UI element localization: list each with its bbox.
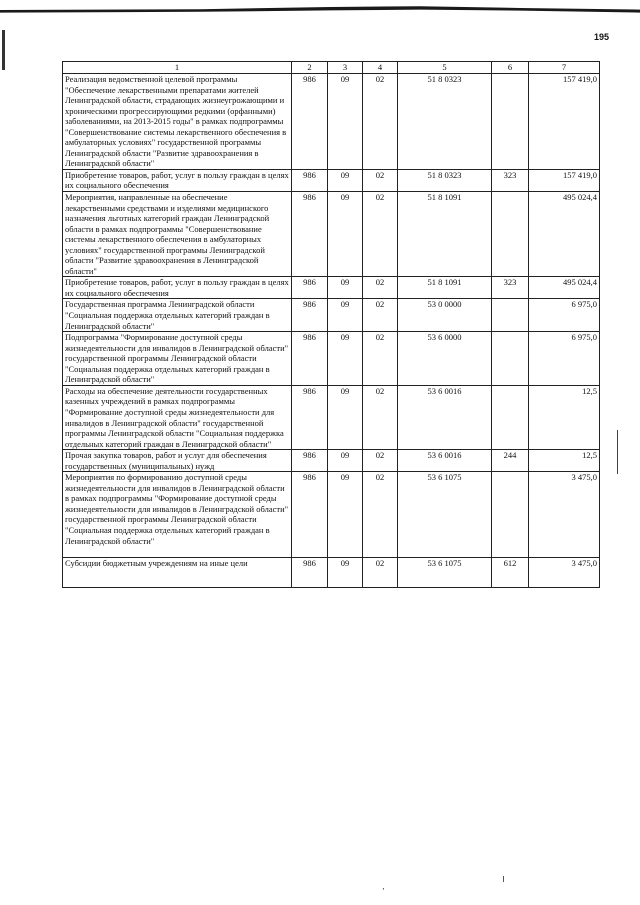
cell-section: 09 (328, 192, 363, 277)
cell-subsection: 02 (363, 277, 398, 299)
cell-ministry-code: 986 (292, 472, 328, 558)
cell-subsection: 02 (363, 385, 398, 449)
budget-table (62, 61, 600, 588)
cell-ministry-code: 986 (292, 192, 328, 277)
cell-target-article: 53 0 0000 (398, 299, 492, 332)
cell-amount: 157 419,0 (529, 74, 600, 170)
cell-section: 09 (328, 385, 363, 449)
cell-section: 09 (328, 169, 363, 191)
table-row (63, 450, 600, 472)
cell-ministry-code: 986 (292, 277, 328, 299)
cell-expense-type (492, 472, 529, 558)
table-row (63, 192, 600, 277)
cell-expense-type (492, 74, 529, 170)
cell-subsection: 02 (363, 299, 398, 332)
table-row (63, 472, 600, 558)
cell-target-article: 53 6 0016 (398, 450, 492, 472)
cell-subsection: 02 (363, 450, 398, 472)
cell-target-article: 51 8 0323 (398, 74, 492, 170)
cell-amount: 157 419,0 (529, 169, 600, 191)
col-header-5: 5 (398, 62, 492, 74)
cell-target-article: 53 6 0000 (398, 332, 492, 386)
cell-subsection: 02 (363, 472, 398, 558)
row-name: Прочая закупка товаров, работ и услуг для обеспечения государственных (муниципальных) нужд (63, 450, 292, 472)
table-header-row (63, 62, 600, 74)
cell-expense-type: 323 (492, 277, 529, 299)
row-name: Приобретение товаров, работ, услуг в пользу граждан в целях их социального обеспечения (63, 277, 292, 299)
cell-amount: 3 475,0 (529, 558, 600, 588)
cell-expense-type (492, 192, 529, 277)
cell-section: 09 (328, 74, 363, 170)
cell-ministry-code: 986 (292, 332, 328, 386)
cell-subsection: 02 (363, 558, 398, 588)
cell-ministry-code: 986 (292, 74, 328, 170)
row-name: Реализация ведомственной целевой программы "Обеспечение лекарственными препаратами жителей Ленинградской области, страдающих жизнеугрожающими и хроническими прогрессирующими редкими (орфанными) заболеваниями, на 2013-2015 годы" в рамках подпрограммы "Совершенствование системы лекарственного обеспечения в амбулаторных условиях" государственной программы Ленинградской области "Развитие здравоохранения в Ленинградской области" (63, 74, 292, 170)
cell-ministry-code: 986 (292, 169, 328, 191)
cell-amount: 495 024,4 (529, 277, 600, 299)
table-row (63, 299, 600, 332)
cell-expense-type: 244 (492, 450, 529, 472)
cell-target-article: 53 6 1075 (398, 558, 492, 588)
table-row (63, 169, 600, 191)
scan-speck: ‚ (382, 882, 385, 891)
col-header-4: 4 (363, 62, 398, 74)
row-name: Подпрограмма "Формирование доступной среды жизнедеятельности для инвалидов в Ленинградской области" государственной программы Ленинградской области "Социальная поддержка отдельных категорий граждан в Ленинградской области" (63, 332, 292, 386)
table-row (63, 558, 600, 588)
cell-amount: 6 975,0 (529, 299, 600, 332)
col-header-3: 3 (328, 62, 363, 74)
scan-speck-mark (503, 876, 504, 882)
cell-expense-type: 323 (492, 169, 529, 191)
cell-ministry-code: 986 (292, 385, 328, 449)
page-number: 195 (594, 32, 610, 42)
cell-target-article: 51 8 1091 (398, 192, 492, 277)
row-name: Субсидии бюджетным учреждениям на иные цели (63, 558, 292, 588)
cell-section: 09 (328, 472, 363, 558)
cell-target-article: 53 6 0016 (398, 385, 492, 449)
col-header-7: 7 (529, 62, 600, 74)
top-scan-rule (0, 4, 640, 14)
cell-section: 09 (328, 332, 363, 386)
col-header-2: 2 (292, 62, 328, 74)
col-header-1: 1 (63, 62, 292, 74)
col-header-6: 6 (492, 62, 529, 74)
cell-expense-type (492, 299, 529, 332)
row-name: Расходы на обеспечение деятельности государственных казенных учреждений в рамках подпрограммы "Формирование доступной среды жизнедеятельности для инвалидов в Ленинградской области" государственной программы Ленинградской области "Социальная поддержка отдельных категорий граждан в Ленинградской области" (63, 385, 292, 449)
cell-expense-type: 612 (492, 558, 529, 588)
cell-target-article: 51 8 1091 (398, 277, 492, 299)
cell-subsection: 02 (363, 332, 398, 386)
cell-section: 09 (328, 450, 363, 472)
cell-ministry-code: 986 (292, 450, 328, 472)
cell-ministry-code: 986 (292, 299, 328, 332)
row-name: Приобретение товаров, работ, услуг в пользу граждан в целях их социального обеспечения (63, 169, 292, 191)
cell-expense-type (492, 385, 529, 449)
cell-ministry-code: 986 (292, 558, 328, 588)
row-name: Мероприятия по формированию доступной среды жизнедеятельности для инвалидов в Ленинградской области в рамках подпрограммы "Формирование доступной среды жизнедеятельности для инвалидов в Ленинградской области" государственной программы Ленинградской области "Социальная поддержка отдельных категорий граждан в Ленинградской области" (63, 472, 292, 558)
cell-subsection: 02 (363, 74, 398, 170)
table-row (63, 74, 600, 170)
cell-target-article: 53 6 1075 (398, 472, 492, 558)
cell-section: 09 (328, 299, 363, 332)
cell-subsection: 02 (363, 192, 398, 277)
cell-amount: 12,5 (529, 385, 600, 449)
cell-amount: 12,5 (529, 450, 600, 472)
cell-amount: 3 475,0 (529, 472, 600, 558)
cell-amount: 6 975,0 (529, 332, 600, 386)
table-row (63, 385, 600, 449)
cell-amount: 495 024,4 (529, 192, 600, 277)
cell-target-article: 51 8 0323 (398, 169, 492, 191)
scan-edge-mark (2, 30, 5, 70)
scan-side-mark (617, 430, 618, 474)
table-row (63, 332, 600, 386)
cell-section: 09 (328, 277, 363, 299)
table-row (63, 277, 600, 299)
cell-subsection: 02 (363, 169, 398, 191)
row-name: Государственная программа Ленинградской области "Социальная поддержка отдельных категорий граждан в Ленинградской области" (63, 299, 292, 332)
cell-expense-type (492, 332, 529, 386)
cell-section: 09 (328, 558, 363, 588)
row-name: Мероприятия, направленные на обеспечение лекарственными средствами и изделиями медицинского назначения льготных категорий граждан Ленинградской области в рамках подпрограммы "Совершенствование системы лекарственного обеспечения в амбулаторных условиях" государственной программы Ленинградской области "Развитие здравоохранения в Ленинградской области" (63, 192, 292, 277)
